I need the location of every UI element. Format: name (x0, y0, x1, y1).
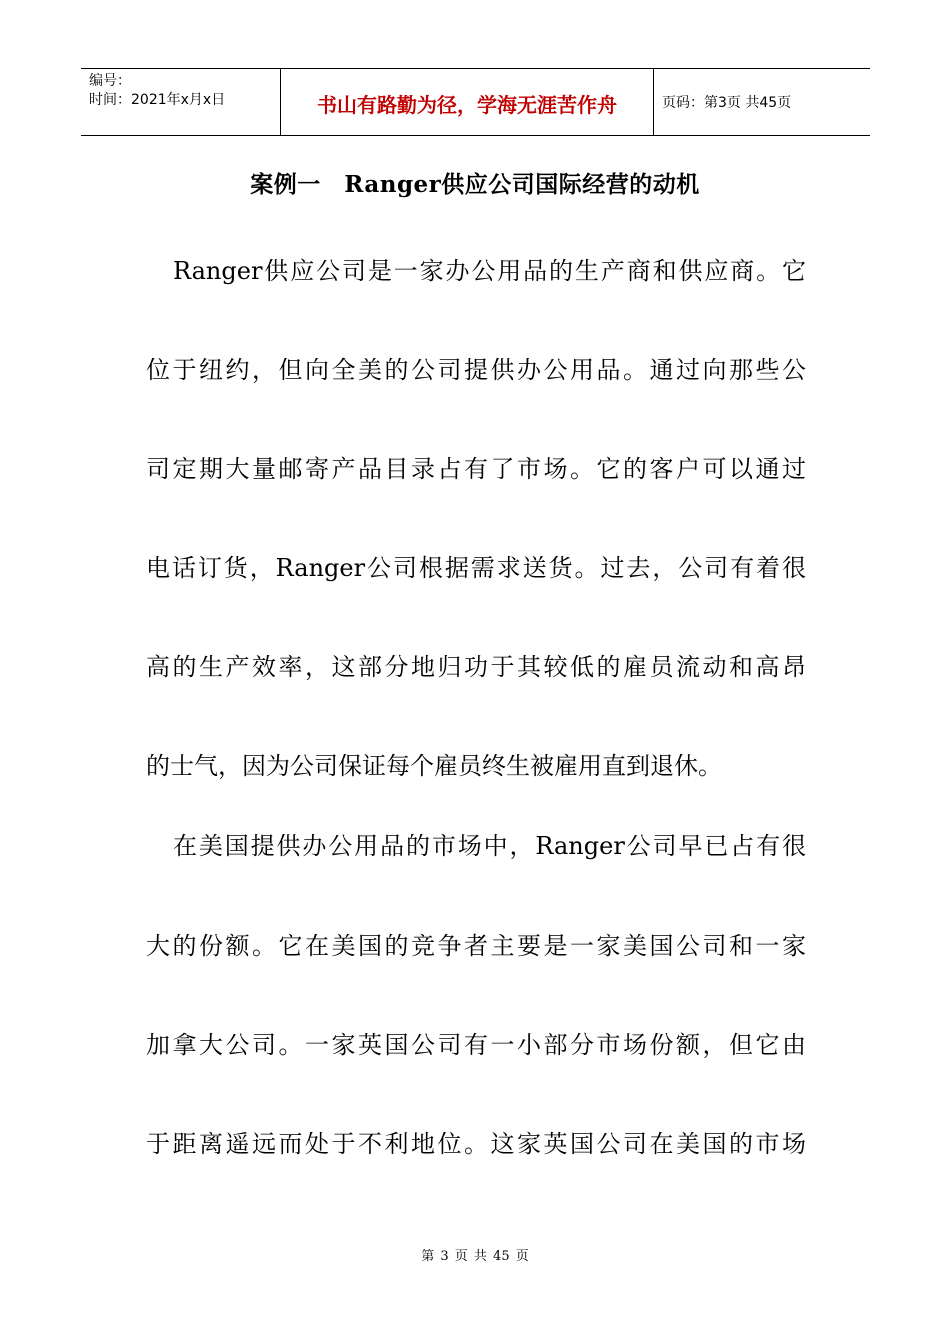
paragraph-line: 在美国提供办公用品的市场中，Ranger公司早已占有很 (173, 832, 806, 860)
paragraph-line: 电话订货，Ranger公司根据需求送货。过去，公司有着很 (146, 554, 806, 582)
motto-cell (281, 69, 654, 135)
paragraph-line: 位于纽约，但向全美的公司提供办公用品。通过向那些公 (146, 356, 806, 384)
date-label: 时间：2021年x月x日 (89, 92, 226, 108)
document-header (81, 68, 870, 136)
motto-text: 书山有路勤为径，学海无涯苦作舟 (317, 92, 617, 117)
page-info-text: 页码：第3页 共45页 (662, 95, 792, 111)
paragraph-line: 司定期大量邮寄产品目录占有了市场。它的客户可以通过 (146, 455, 806, 483)
paragraph-line: Ranger供应公司是一家办公用品的生产商和供应商。它 (173, 257, 806, 285)
paragraph-line: 大的份额。它在美国的竞争者主要是一家美国公司和一家 (146, 932, 806, 960)
paragraph-line: 的士气，因为公司保证每个雇员终生被雇用直到退休。 (146, 752, 722, 780)
header-meta-cell (81, 69, 281, 135)
code-label: 编号： (89, 73, 131, 89)
paragraph-line: 于距离遥远而处于不利地位。这家英国公司在美国的市场 (146, 1130, 806, 1158)
page-info-cell (654, 69, 870, 135)
document-title: 案例一 Ranger供应公司国际经营的动机 (250, 171, 700, 198)
page-footer: 第 3 页 共 45 页 (421, 1249, 529, 1264)
paragraph-line: 加拿大公司。一家英国公司有一小部分市场份额，但它由 (146, 1031, 806, 1059)
paragraph-line: 高的生产效率，这部分地归功于其较低的雇员流动和高昂 (146, 653, 806, 681)
